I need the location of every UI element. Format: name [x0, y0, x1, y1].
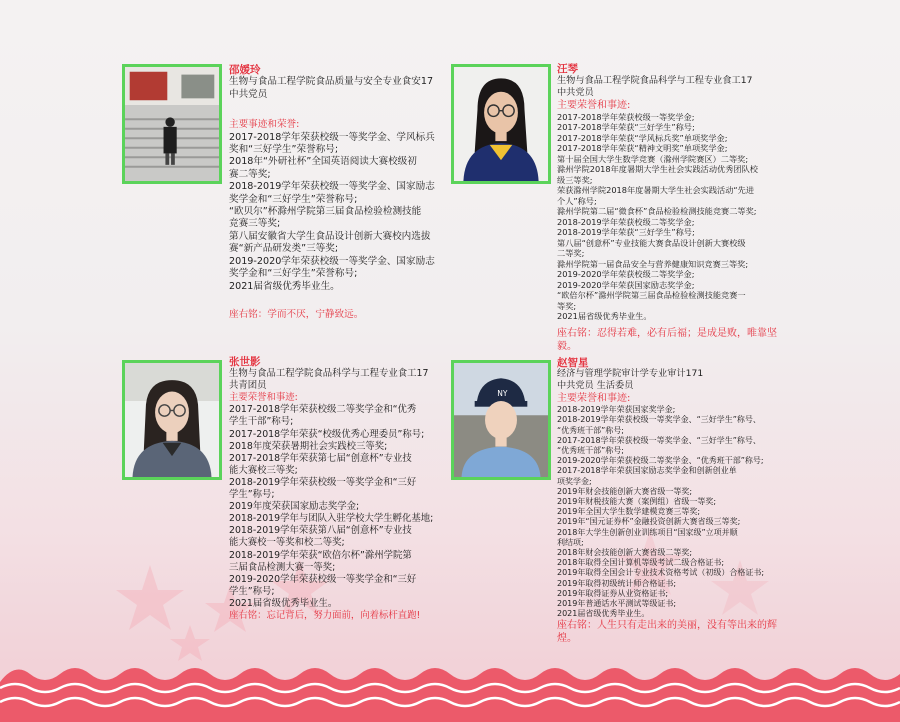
list-item: 2018-2019学年荣获校级一等奖学金和“三好 [229, 476, 417, 488]
motto: 座右铭：忘记背后，努力面前，向着标杆直跑! [229, 609, 421, 621]
list-item: 滁州学院2018年度暑期大学生社会实践活动优秀团队校 [557, 164, 758, 174]
list-item: 2021届省级优秀毕业生。 [557, 609, 650, 619]
list-item: 2021届省级优秀毕业生。 [229, 280, 340, 292]
section-heading: 主要荣誉和事迹: [229, 392, 298, 404]
list-item: 竞赛三等奖; [229, 218, 281, 230]
list-item: 2019年取得证券从业资格证书; [557, 588, 669, 598]
profile-photo-wang [451, 64, 551, 184]
list-item: 2019年取得初级统计师合格证书; [557, 578, 677, 588]
political-status: 共青团员 [229, 380, 267, 392]
list-item: “优秀班干部”称号; [557, 425, 624, 435]
list-item: 2019年财会技能创新大赛省级一等奖; [557, 486, 693, 496]
list-item: 第八届安徽省大学生食品设计创新大赛校内选拔 [229, 230, 431, 242]
department: 生物与食品工程学院食品科学与工程专业食工17 [557, 74, 753, 86]
motto: 座右铭：人生只有走出来的美丽，没有等出来的辉煌。 [557, 620, 777, 645]
list-item: 2017-2018学年荣获“精神文明奖”单项奖学金; [557, 143, 728, 153]
list-item: 项奖学金; [557, 476, 592, 486]
wave-border [0, 652, 900, 722]
profile-photo-zhao [451, 360, 551, 480]
list-item: 2018年财会技能创新大赛省级二等奖; [557, 548, 693, 558]
list-item: 赛二等奖; [229, 168, 271, 180]
list-item: 2018年“外研社杯”全国英语阅读大赛校级初 [229, 156, 417, 168]
list-item: 2021届省级优秀毕业生。 [557, 311, 652, 321]
list-item: 2019-2020学年荣获校级二等奖学金; [557, 269, 695, 279]
list-item: 2017-2018学年荣获校级一等奖学金、学风标兵 [229, 131, 435, 143]
list-item: 2019年度荣获国家励志奖学金; [229, 501, 360, 513]
profile-info-zhang [229, 356, 444, 622]
list-item: 2017-2018学年荣获“学风标兵奖”单项奖学金; [557, 132, 728, 143]
list-item: 2017-2018学年荣获“三好学生”称号; [557, 122, 695, 132]
list-item: 2019年全国大学生数学建模竞赛三等奖; [557, 507, 701, 517]
svg-text:NY: NY [497, 389, 508, 399]
list-item: 2017-2018学年荣获第七届“创意杯”专业技 [229, 452, 412, 464]
list-item: 2019年“国元证券杯”金融投资创新大赛省级三等奖; [557, 517, 741, 527]
list-item: 2018年大学生创新创业训练项目“国家级”立项并顺 [557, 527, 738, 537]
list-item: 2017-2018学年荣获校级一等奖学金; [557, 111, 695, 122]
list-item: 2019年财税技能大赛（案例组）省级一等奖; [557, 497, 717, 507]
person-name: 张世影 [229, 356, 261, 368]
person-name: 邵媛玲 [229, 64, 261, 76]
list-item: 2018-2019学年荣获国家奖学金; [557, 405, 676, 415]
list-item: 2017-2018学年荣获校级二等奖学金和“优秀 [229, 404, 417, 416]
profile-photo-zhang [122, 360, 222, 480]
political-status: 中共党员 [229, 88, 268, 100]
list-item: “欧倍尔杯”滁州学院第三届食品检验检测技能竞赛一 [557, 290, 746, 300]
list-item: 2019-2020学年荣获校级一等奖学金、国家励志 [229, 255, 435, 267]
list-item: 荣获滁州学院2018年度暑期大学生社会实践活动“先进 [557, 185, 755, 195]
list-item: “欧贝尔”杯滁州学院第三届食品检验检测技能 [229, 206, 422, 218]
list-item: 二等奖; [557, 248, 585, 258]
list-item: 学生”称号; [229, 489, 275, 501]
department: 经济与管理学院审计学专业审计171 [557, 368, 704, 380]
list-item: 学生干部”称号; [229, 416, 294, 428]
list-item: 2018年取得全国计算机等级考试二级合格证书; [557, 558, 725, 568]
list-item: 滁州学院第二届“微食杯”食品检验检测技能竞赛二等奖; [557, 206, 757, 216]
department: 生物与食品工程学院食品质量与安全专业食安17 [229, 76, 434, 88]
list-item: 级三等奖; [557, 174, 593, 185]
political-status: 中共党员 [557, 86, 594, 98]
list-item: 2018-2019学年荣获校级二等奖学金; [557, 216, 695, 227]
profile-info-zhao [557, 358, 782, 645]
person-name: 赵智星 [557, 357, 589, 369]
list-item: 学生”称号; [229, 585, 275, 597]
profile-info-wang [557, 64, 782, 353]
list-item: 2018-2019学年荣获“欧倍尔杯”滁州学院第 [229, 549, 412, 561]
list-item: 奖学金和“三好学生”荣誉称号; [229, 193, 358, 205]
list-item: 2017-2018学年荣获校级一等奖学金、“三好学生”称号、 [557, 435, 761, 445]
honor-list [557, 112, 782, 322]
profile-info-shao [229, 64, 444, 321]
list-item: 2018-2019学年荣获第八届“创意杯”专业技 [229, 525, 412, 537]
list-item: 2019-2020学年荣获校级一等奖学金和“三好 [229, 573, 417, 585]
list-item: 2019年取得全国会计专业技术资格考试（初级）合格证书; [557, 568, 765, 578]
section-heading: 主要荣誉和事迹: [557, 99, 631, 111]
honor-list [557, 405, 782, 619]
list-item: 2018-2019学年荣获校级一等奖学金、国家励志 [229, 181, 435, 193]
list-item: 2019-2020学年荣获国家励志奖学金; [557, 279, 695, 290]
list-item: 赛“新产品研发类”三等奖; [229, 243, 339, 255]
list-item: 第八届“创意杯”专业技能大赛食品设计创新大赛校级 [557, 237, 746, 248]
list-item: 个人”称号; [557, 195, 597, 206]
list-item: 2018年度荣获暑期社会实践校三等奖; [229, 440, 388, 452]
list-item: 2019-2020学年荣获校级二等奖学金、“优秀班干部”称号; [557, 456, 764, 466]
list-item: 利结项; [557, 537, 584, 547]
list-item: 奖学金和“三好学生”荣誉称号; [229, 268, 358, 280]
list-item: 能大赛校一等奖和校二等奖; [229, 537, 345, 549]
section-heading: 主要荣誉和事迹: [557, 393, 631, 405]
list-item: 能大赛校三等奖; [229, 464, 298, 476]
department: 生物与食品工程学院食品科学与工程专业食工17 [229, 368, 429, 380]
list-item: 奖和“三好学生”荣誉称号; [229, 144, 339, 156]
list-item: 2018-2019学年与团队入驻学校大学生孵化基地; [229, 513, 434, 525]
honor-list [229, 404, 444, 610]
political-status: 中共党员 生活委员 [557, 380, 634, 392]
list-item: 2017-2018学年荣获国家励志奖学金和创新创业单 [557, 466, 737, 476]
list-item: 2017-2018学年荣获“校级优秀心理委员”称号; [229, 428, 425, 440]
motto: 座右铭：学而不厌，宁静致远。 [229, 308, 364, 320]
list-item: 2021届省级优秀毕业生。 [229, 597, 338, 609]
person-name: 汪琴 [557, 63, 578, 75]
motto: 座右铭：忍得若难，必有后福；是成是败，唯靠坚毅。 [557, 327, 777, 352]
honor-list [229, 132, 444, 293]
list-item: 等奖; [557, 300, 577, 311]
list-item: 2018-2019学年荣获“三好学生”称号; [557, 227, 695, 237]
profile-photo-shao [122, 64, 222, 184]
section-heading: 主要事迹和荣誉: [229, 119, 300, 131]
list-item: 2019年普通话水平测试等级证书; [557, 599, 677, 609]
list-item: 三届食品检测大赛一等奖; [229, 561, 336, 573]
list-item: 2018-2019学年荣获校级一等奖学金、“三好学生”称号、 [557, 415, 761, 425]
list-item: 滁州学院第一届食品安全与营养健康知识竞赛三等奖; [557, 258, 749, 269]
list-item: “优秀班干部”称号; [557, 446, 624, 456]
list-item: 第十届全国大学生数学竞赛（滁州学院赛区）二等奖; [557, 153, 749, 164]
